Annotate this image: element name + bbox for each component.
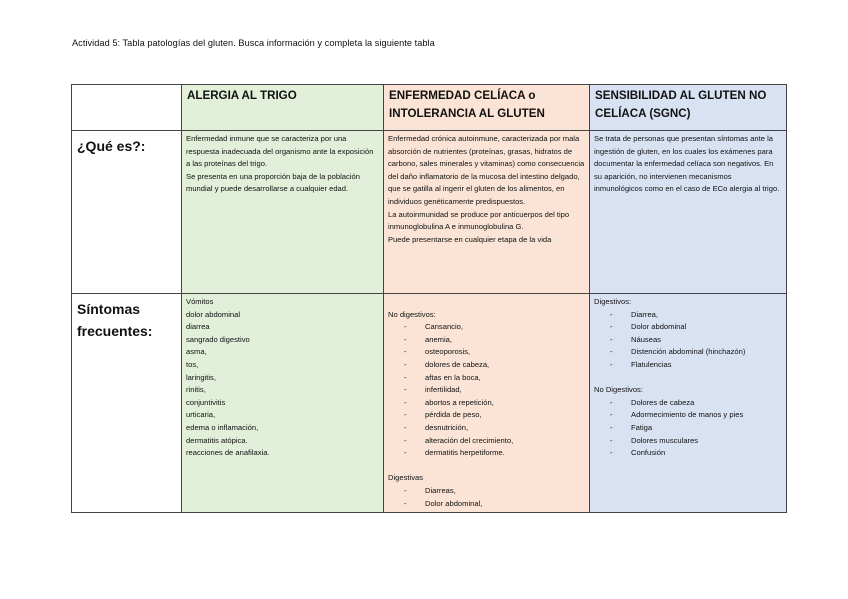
row-label-que-es: ¿Qué es?: [72,131,182,294]
symptom-item: - dermatitis herpetiforme. [388,447,585,460]
symptom-item: dermatitis atópica. [186,435,248,445]
sintomas-celiaca [384,294,590,513]
symptom-item: - Cansancio, [388,321,585,334]
symptom-item: Vómitos [186,297,214,306]
alergia-symptom-list [186,296,379,460]
symptom-item: sangrado digestivo [186,334,250,344]
sintomas-sgnc [590,294,787,513]
symptom-item: - osteoporosis, [388,346,585,359]
header-empty-cell [72,85,182,131]
symptom-item: - alteración del crecimiento, [388,435,585,448]
symptom-item: diarrea [186,322,210,332]
celiaca-no-digestivos-list [388,321,585,460]
activity-instructions: Actividad 5: Tabla patologías del gluten. Busca información y completa la siguiente tabla [72,38,435,48]
header-enfermedad-celiaca: ENFERMEDAD CELÍACA o INTOLERANCIA AL GLUTEN [384,85,590,131]
symptom-item: - aftas en la boca, [388,372,585,385]
symptom-item: - Fatiga [594,422,782,435]
row-label-sintomas: Síntomas frecuentes: [72,294,182,513]
sintomas-alergia [182,294,384,513]
symptom-item: reacciones de anafilaxia. [186,448,270,458]
symptom-item: - Dolor abdominal, [388,498,585,511]
symptom-item: - Flatulencias [594,359,782,372]
symptom-item: dolor abdominal [186,309,241,319]
symptom-item: - anemia, [388,334,585,347]
symptom-item: - dolores de cabeza, [388,359,585,372]
sgnc-digestivos-list [594,309,782,372]
symptom-item: laringitis, [186,372,216,382]
symptom-item: - Confusión [594,447,782,460]
sgnc-no-digestivos-title: No Digestivos: [594,385,643,395]
symptom-item: - Distención abdominal (hinchazón) [594,346,782,359]
gluten-pathologies-table [71,84,787,513]
symptom-item: asma, [186,347,207,357]
symptom-item: - pérdida de peso, [388,409,585,422]
symptom-item: - Dolores musculares [594,435,782,448]
symptom-item: - Adormecimiento de manos y pies [594,409,782,422]
sgnc-digestivos-title: Digestivos: [594,297,632,306]
symptom-item: - infertilidad, [388,384,585,397]
symptom-item: edema o inflamación, [186,422,259,432]
sintomas-row [72,294,787,513]
symptom-item: - Diarrea, [594,309,782,322]
symptom-item: - abortos a repetición, [388,397,585,410]
symptom-item: - Dolores de cabeza [594,397,782,410]
que-es-row [72,131,787,294]
que-es-alergia: Enfermedad inmune que se caracteriza por una respuesta inadecuada del organismo ante la exposición a las proteínas del trigo. Se presenta en una proporción baja de la población mundial y puede desarrollarse a cualquier edad. [182,131,384,294]
symptom-item: - Náuseas [594,334,782,347]
celiaca-no-digestivos-title: No digestivos: [388,309,436,319]
symptom-item: rinitis, [186,385,206,395]
symptom-item: tos, [186,359,199,369]
que-es-sgnc: Se trata de personas que presentan síntomas ante la ingestión de gluten, en los cuales los exámenes para documentar la enfermedad celíaca son negativos. En su aparición, no intervienen mecanismos inmunológicos como en el caso de ECo alergia al trigo. [590,131,787,294]
symptom-item: conjuntivitis [186,397,226,407]
symptom-item: - desnutrición, [388,422,585,435]
header-alergia-trigo: ALERGIA AL TRIGO [182,85,384,131]
symptom-item: - Dolor abdominal [594,321,782,334]
header-row [72,85,787,131]
symptom-item: - Diarreas, [388,485,585,498]
header-sgnc: SENSIBILIDAD AL GLUTEN NO CELÍACA (SGNC) [590,85,787,131]
que-es-celiaca: Enfermedad crónica autoinmune, caracterizada por mala absorción de nutrientes (proteínas, grasas, hidratos de carbono, sales minerales y vitaminas) como consecuencia del daño inflamatorio de la mucosa del intestino delgado, que se gatilla al ingerir el gluten de los alimentos, en individuos genéticamente predispuestos. La autoinmunidad se produce por anticuerpos del tipo inmunoglobulina A e inmunoglobulina G. Puede presentarse en cualquier etapa de la vida [384,131,590,294]
symptom-item: urticaria, [186,410,216,420]
sgnc-no-digestivos-list [594,397,782,460]
celiaca-digestivas-list [388,485,585,510]
celiaca-digestivas-title: Digestivas [388,473,424,483]
